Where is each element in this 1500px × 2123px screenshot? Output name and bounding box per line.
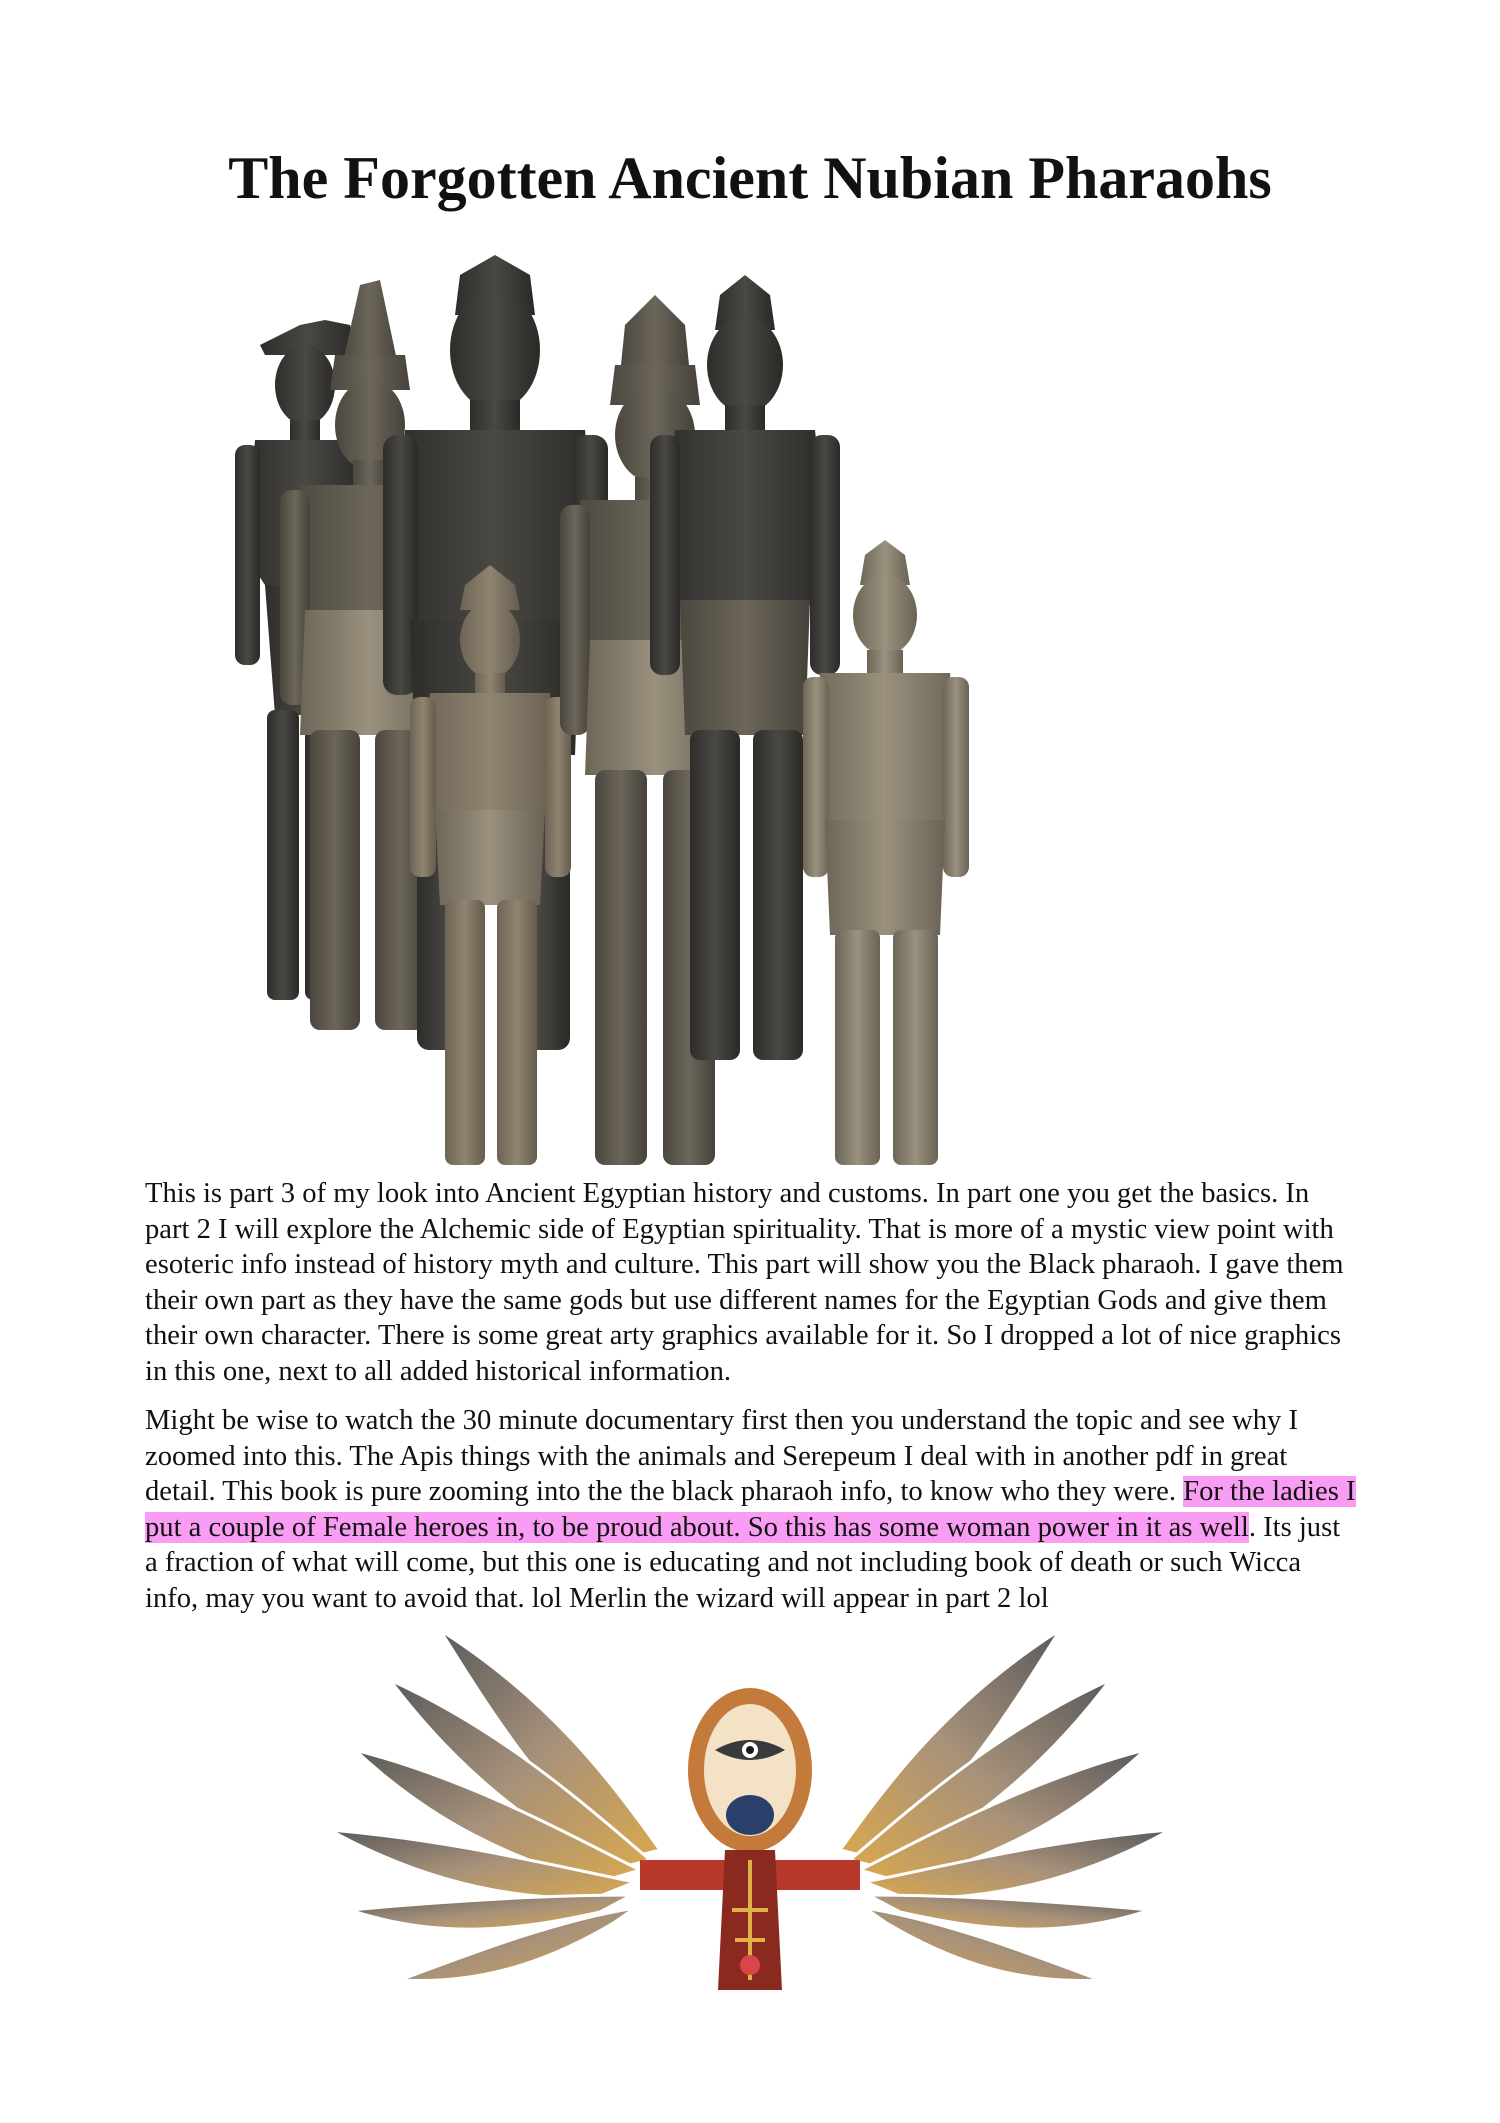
- ankh-icon: [688, 1688, 812, 1990]
- paragraph-text-after-highlight: . Its just a fraction of what will come, but this one is educating and not including book of death or such Wicca info, may you want to avoid that. lol Merlin the wizard will appear in part 2 lol: [145, 1511, 1341, 1614]
- pharaoh-statues-image: [205, 255, 1355, 1175]
- intro-paragraph: This is part 3 of my look into Ancient Egyptian history and customs. In part one you get the basics. In part 2 I will explore the Alchemic side of Egyptian spirituality. That is more of a mystic view point with esoteric info instead of history myth and culture. This part will show you the Black pharaoh. I gave them their own part as they have the same gods but use different names for the Egyptian Gods and give them their own character. There is some great arty graphics available for it. So I dropped a lot of nice graphics in this one, next to all added historical information.: [145, 1178, 1344, 1387]
- right-wing: [840, 1630, 1170, 1981]
- highlighted-text: For the ladies I put a couple of Female heroes in, to be proud about. So this has some woman power in it as well: [145, 1476, 1356, 1543]
- left-wing: [330, 1630, 660, 1981]
- paragraph-text-before-highlight: Might be wise to watch the 30 minute documentary first then you understand the topic and see why I zoomed into this. The Apis things with the animals and Serepeum I deal with in another pdf in great detail. This book is pure zooming into the the black pharaoh info, to know who they were.: [145, 1405, 1299, 1507]
- second-paragraph: [145, 1403, 1360, 1616]
- page-title: The Forgotten Ancient Nubian Pharaohs: [228, 145, 1272, 211]
- winged-ankh-emblem-image: [320, 1620, 1180, 2000]
